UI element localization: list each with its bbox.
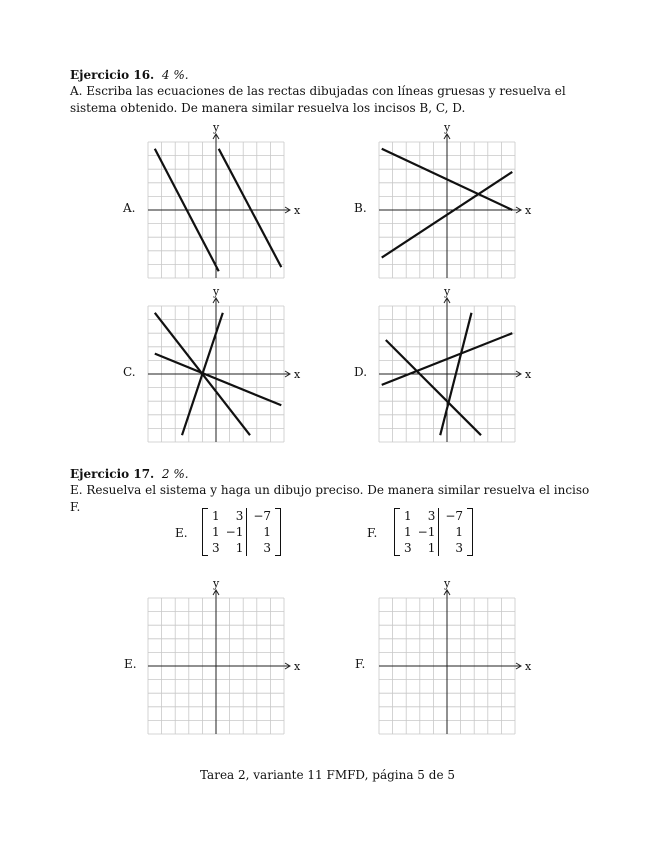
matrix-cell: 3: [235, 509, 244, 523]
exercise-16-text: A. Escriba las ecuaciones de las rectas dibujadas con líneas gruesas y resuelva el sistema obtenido. De manera similar resuelva los incisos B, C, D.: [70, 84, 566, 115]
exercise-17-header: [70, 466, 189, 482]
matrix-e-label: E.: [175, 526, 188, 540]
matrix-row: [401, 524, 466, 540]
matrix-f-label: F.: [367, 526, 378, 540]
matrix-cell: 1: [212, 509, 220, 523]
matrix-cell: −1: [225, 525, 244, 539]
matrix-cell: 1: [235, 541, 244, 555]
graph-d-label: D.: [354, 365, 368, 379]
graph-b-label: B.: [354, 201, 367, 215]
blank-graph-f: [379, 577, 532, 736]
matrix-cell: −7: [247, 508, 274, 524]
matrix-cell: 3: [212, 541, 220, 555]
matrix-cell: 1: [404, 509, 412, 523]
matrix-cell: 3: [439, 540, 466, 556]
graph-a-label: A.: [123, 201, 136, 215]
y-axis-label: y: [213, 121, 220, 134]
exercise-17-points: 2 %.: [161, 467, 189, 481]
x-axis-label: x: [294, 660, 301, 673]
matrix-cell: 3: [247, 540, 274, 556]
y-axis-label: y: [213, 577, 220, 590]
matrix-cell: 1: [212, 525, 220, 539]
y-axis-label: y: [444, 121, 451, 134]
matrix-cell: −7: [439, 508, 466, 524]
blank-graph-f-label: F.: [355, 657, 366, 671]
matrix-cell: 1: [427, 541, 436, 555]
blank-graph-e-label: E.: [124, 657, 137, 671]
graph-c: [148, 285, 301, 444]
matrix-cell: 3: [404, 541, 412, 555]
matrix-row: [401, 508, 466, 524]
matrix-cell: 3: [427, 509, 436, 523]
exercise-16-title: Ejercicio 16.: [70, 68, 155, 82]
matrix-row: [209, 524, 274, 540]
x-axis-label: x: [525, 368, 532, 381]
matrix-row: [209, 508, 274, 524]
x-axis-label: x: [525, 660, 532, 673]
exercise-17-title: Ejercicio 17.: [70, 467, 155, 481]
x-axis-label: x: [294, 204, 301, 217]
matrix-row: [209, 540, 274, 556]
page-footer: Tarea 2, variante 11 FMFD, página 5 de 5: [199, 768, 455, 782]
matrix-cell: 1: [439, 524, 466, 540]
graph-a: [148, 121, 301, 280]
blank-graph-e: [148, 577, 301, 736]
exercise-16-points: 4 %.: [161, 68, 189, 82]
matrix-cell: 1: [404, 525, 412, 539]
matrix-f: [401, 508, 466, 556]
graph-d: [379, 285, 532, 444]
graph-c-label: C.: [123, 365, 136, 379]
x-axis-label: x: [294, 368, 301, 381]
graph-b: [379, 121, 532, 280]
y-axis-label: y: [213, 285, 220, 298]
matrix-e: [209, 508, 274, 556]
thick-line-2: [219, 149, 282, 267]
exercise-17-text: E. Resuelva el sistema y haga un dibujo preciso. De manera similar resuelva el inciso F.: [70, 483, 590, 514]
x-axis-label: x: [525, 204, 532, 217]
y-axis-label: y: [444, 285, 451, 298]
matrix-row: [401, 540, 466, 556]
matrix-cell: −1: [417, 525, 436, 539]
matrix-cell: 1: [247, 524, 274, 540]
y-axis-label: y: [444, 577, 451, 590]
exercise-16-header: [70, 67, 189, 83]
thick-line-2: [155, 354, 281, 406]
